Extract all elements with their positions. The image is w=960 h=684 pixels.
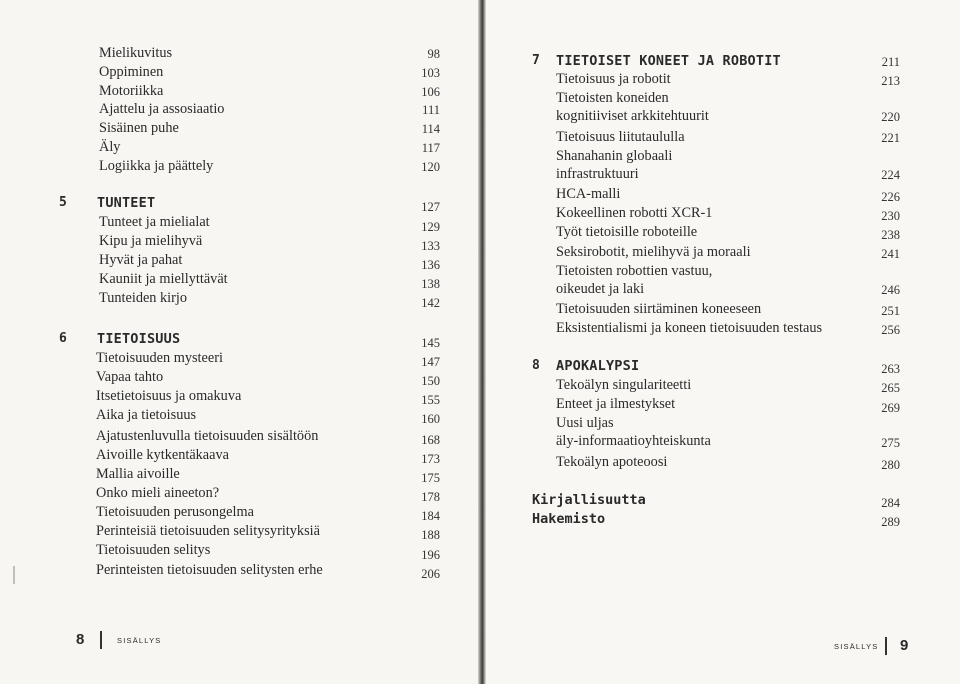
page-number: 8 — [76, 631, 85, 648]
toc-entry-page: 206 — [421, 567, 440, 581]
toc-entry-title: Ajatustenluvulla tietoisuuden sisältöön — [96, 428, 319, 444]
toc-entry-title: Hyvät ja pahat — [99, 252, 183, 268]
toc-entry-title: Työt tietoisille roboteille — [556, 224, 698, 240]
running-footer-label: SISÄLLYS — [834, 642, 879, 651]
toc-entry-title-cont: oikeudet ja laki — [556, 281, 645, 297]
toc-entry-title: Kauniit ja miellyttävät — [99, 271, 228, 287]
toc-entry-title: Seksirobotit, mielihyvä ja moraali — [556, 244, 751, 260]
toc-entry-title: Enteet ja ilmestykset — [556, 396, 676, 412]
toc-entry-page: 220 — [881, 110, 900, 124]
toc-entry-title: Sisäinen puhe — [99, 120, 179, 136]
toc-entry-title: Tunteiden kirjo — [99, 290, 188, 306]
page-speck — [13, 566, 15, 584]
toc-entry-title: Tietoisuus ja robotit — [556, 71, 671, 87]
toc-entry-title: Logiikka ja päättely — [99, 158, 214, 174]
toc-entry-title: Aivoille kytkentäkaava — [96, 447, 229, 463]
toc-entry-title: Shanahanin globaali — [556, 148, 673, 164]
toc-entry-page: 138 — [421, 277, 440, 291]
toc-entry-page: 256 — [881, 323, 900, 337]
toc-entry-page: 111 — [422, 103, 440, 117]
chapter-title: APOKALYPSI — [556, 358, 640, 374]
toc-entry-title: Aika ja tietoisuus — [96, 407, 197, 423]
toc-entry-page: 155 — [421, 393, 440, 407]
toc-entry-title: Itsetietoisuus ja omakuva — [96, 388, 242, 404]
chapter-page: 127 — [421, 200, 440, 214]
toc-entry-title: Tietoisuuden siirtäminen koneeseen — [556, 301, 762, 317]
toc-entry-page: 184 — [421, 509, 440, 523]
running-footer-label: SISÄLLYS — [117, 636, 162, 645]
toc-entry-page: 196 — [421, 548, 440, 562]
toc-entry-page: 103 — [421, 66, 440, 80]
chapter-title: TUNTEET — [97, 195, 156, 211]
toc-entry-title: Vapaa tahto — [96, 369, 164, 385]
chapter-page: 211 — [881, 55, 900, 69]
toc-entry-page: 173 — [421, 452, 440, 466]
toc-entry-title: Tietoisuus liitutaululla — [556, 129, 685, 145]
toc-entry-page: 106 — [421, 85, 440, 99]
toc-entry-title: Tietoisuuden mysteeri — [96, 350, 223, 366]
toc-entry-page: 241 — [881, 247, 900, 261]
toc-entry-title: Tietoisten robottien vastuu, — [556, 263, 713, 279]
chapter-page: 145 — [421, 336, 440, 350]
toc-entry-page: 213 — [881, 74, 900, 88]
toc-entry-title: HCA-malli — [556, 186, 621, 202]
toc-entry-title: Tietoisten koneiden — [556, 90, 669, 106]
toc-entry-page: 238 — [881, 228, 900, 242]
toc-entry-page: 265 — [881, 381, 900, 395]
footer-divider — [100, 631, 102, 649]
backmatter-title: Hakemisto — [532, 511, 606, 527]
toc-entry-title: Motoriikka — [99, 83, 164, 99]
chapter-number: 5 — [59, 195, 67, 210]
toc-entry-title-cont: infrastruktuuri — [556, 166, 639, 182]
toc-entry-title: Kipu ja mielihyvä — [99, 233, 203, 249]
toc-entry-page: 251 — [881, 304, 900, 318]
toc-entry-title: Tekoälyn apoteoosi — [556, 454, 668, 470]
toc-entry-page: 168 — [421, 433, 440, 447]
footer-divider — [885, 637, 887, 655]
toc-entry-page: 269 — [881, 401, 900, 415]
toc-entry-page: 136 — [421, 258, 440, 272]
page-number: 9 — [900, 637, 909, 654]
toc-entry-title: Äly — [99, 139, 121, 155]
chapter-page: 263 — [881, 362, 900, 376]
toc-entry-title: Perinteisiä tietoisuuden selitysyrityksiä — [96, 523, 320, 539]
toc-entry-title: Eksistentialismi ja koneen tietoisuuden testaus — [556, 320, 823, 336]
toc-entry-title: Oppiminen — [99, 64, 164, 80]
toc-entry-title-cont: kognitiiviset arkkitehtuurit — [556, 108, 709, 124]
toc-entry-title: Mielikuvitus — [99, 45, 173, 61]
toc-entry-page: 246 — [881, 283, 900, 297]
toc-entry-page: 275 — [881, 436, 900, 450]
backmatter-page: 284 — [881, 496, 900, 510]
toc-entry-page: 188 — [421, 528, 440, 542]
toc-entry-title: Perinteisten tietoisuuden selitysten erhe — [96, 562, 323, 578]
chapter-title: TIETOISUUS — [97, 331, 181, 347]
toc-entry-page: 150 — [421, 374, 440, 388]
toc-entry-page: 160 — [421, 412, 440, 426]
toc-entry-page: 133 — [421, 239, 440, 253]
toc-entry-page: 120 — [421, 160, 440, 174]
toc-entry-page: 142 — [421, 296, 440, 310]
toc-entry-page: 147 — [421, 355, 440, 369]
toc-entry-title: Kokeellinen robotti XCR-1 — [556, 205, 713, 221]
toc-entry-title: Tekoälyn singulariteetti — [556, 377, 692, 393]
toc-entry-page: 226 — [881, 190, 900, 204]
chapter-number: 8 — [532, 358, 540, 373]
toc-entry-title-cont: äly-informaatioyhteiskunta — [556, 433, 711, 449]
left-page — [0, 0, 478, 684]
toc-entry-page: 175 — [421, 471, 440, 485]
toc-entry-title: Tietoisuuden perusongelma — [96, 504, 254, 520]
toc-entry-page: 221 — [881, 131, 900, 145]
toc-entry-title: Mallia aivoille — [96, 466, 180, 482]
toc-entry-page: 129 — [421, 220, 440, 234]
toc-entry-title: Ajattelu ja assosiaatio — [99, 101, 225, 117]
chapter-number: 6 — [59, 331, 67, 346]
toc-entry-title: Uusi uljas — [556, 415, 614, 431]
chapter-number: 7 — [532, 53, 540, 68]
toc-entry-title: Tunteet ja mielialat — [99, 214, 210, 230]
toc-entry-page: 224 — [881, 168, 900, 182]
toc-entry-page: 117 — [421, 141, 440, 155]
toc-entry-page: 230 — [881, 209, 900, 223]
toc-entry-title: Onko mieli aineeton? — [96, 485, 220, 501]
book-gutter — [478, 0, 486, 684]
backmatter-page: 289 — [881, 515, 900, 529]
chapter-title: TIETOISET KONEET JA ROBOTIT — [556, 53, 781, 69]
toc-entry-page: 280 — [881, 458, 900, 472]
right-page — [486, 0, 960, 684]
toc-entry-page: 98 — [427, 47, 440, 61]
toc-entry-page: 178 — [421, 490, 440, 504]
toc-entry-title: Tietoisuuden selitys — [96, 542, 211, 558]
backmatter-title: Kirjallisuutta — [532, 492, 646, 508]
toc-entry-page: 114 — [421, 122, 440, 136]
